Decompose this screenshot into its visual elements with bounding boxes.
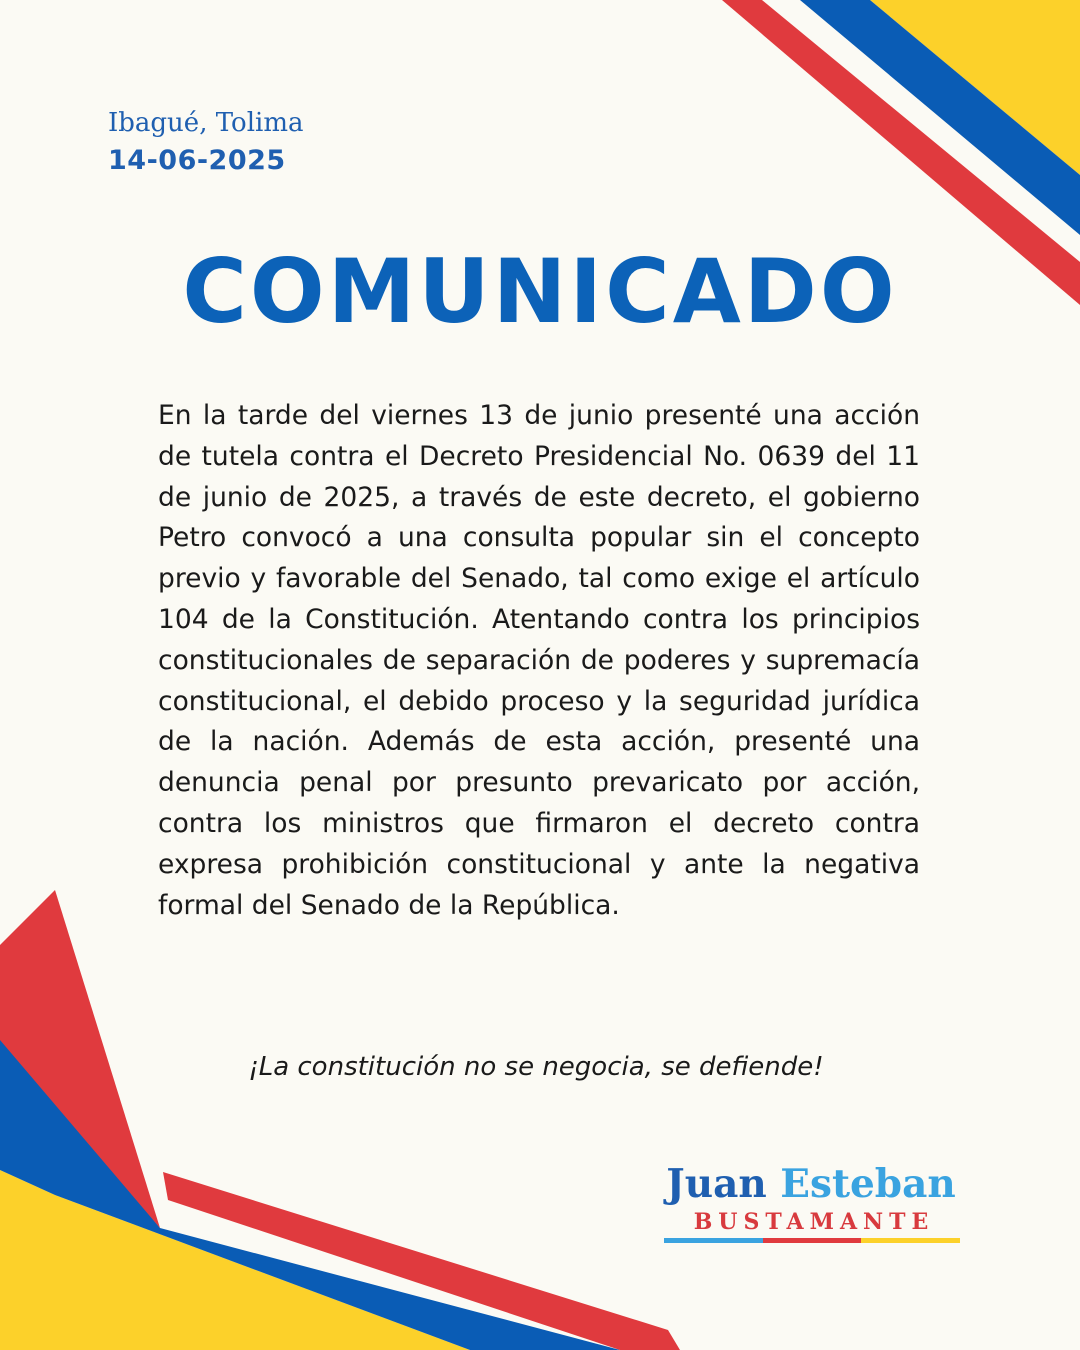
signature-bar-yellow [861,1238,960,1243]
date-text: 14-06-2025 [108,145,286,176]
signature-bar-red [763,1238,862,1243]
signature-color-bars [664,1238,960,1243]
signature-first-line [652,1160,970,1208]
signature-bar-blue [664,1238,763,1243]
location-text: Ibagué, Tolima [108,108,304,138]
signature-first-name: Juan [666,1161,767,1207]
signature-last-name: BUSTAMANTE [693,1209,935,1235]
signature-logo [652,1160,970,1243]
motto-text: ¡La constitución no se negocia, se defiende! [248,1052,824,1082]
page-title: COMUNICADO [182,240,898,343]
statement-body: En la tarde del viernes 13 de junio presenté una acción de tutela contra el Decreto Presidencial No. 0639 del 11 de junio de 2025, a través de este decreto, el gobierno Petro convocó a una consulta popular sin el concepto previo y favorable del Senado, tal como exige el artículo 104 de la Constitución. Atentando contra los principios constitucionales de separación de poderes y supremacía constitucional, el debido proceso y la seguridad jurídica de la nación. Además de esta acción, presenté una denuncia penal por presunto prevaricato por acción, contra los ministros que firmaron el decreto contra expresa prohibición constitucional y ante la negativa formal del Senado de la República. [158,400,920,921]
signature-middle-name: Esteban [780,1161,956,1207]
